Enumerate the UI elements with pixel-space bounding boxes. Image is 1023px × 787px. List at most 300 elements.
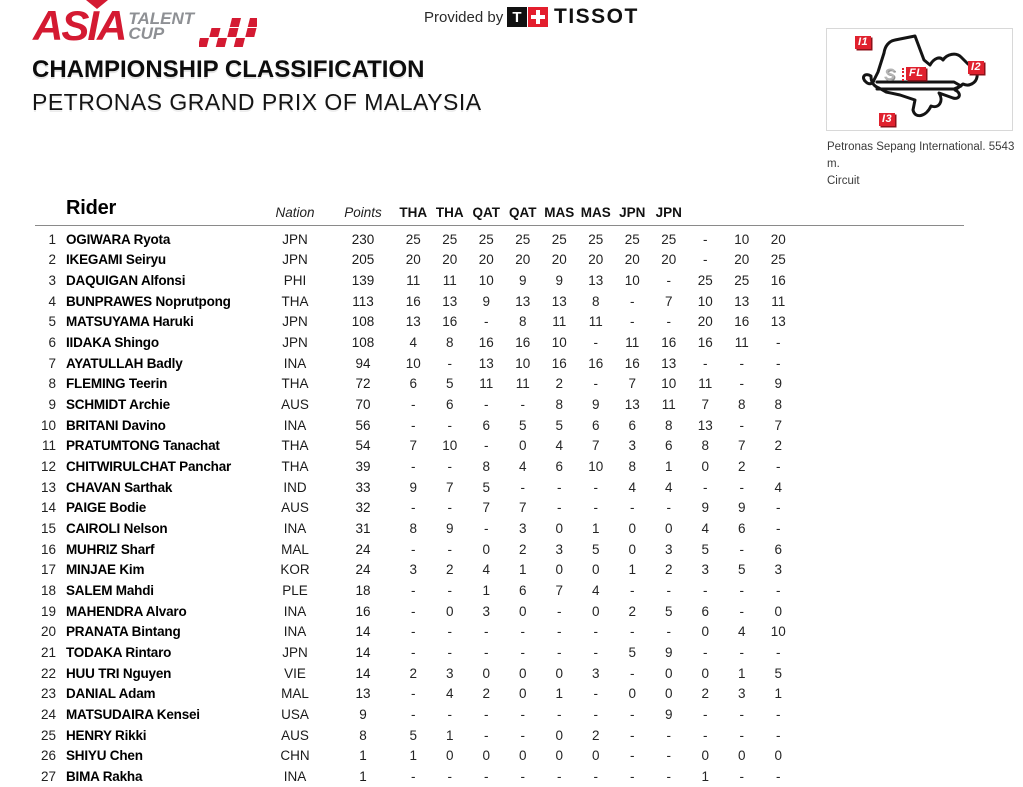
position-cell: 22: [40, 665, 56, 681]
race-score-cell-8: 8: [664, 417, 673, 433]
provided-by-label: Provided by: [424, 9, 504, 26]
position-cell: 13: [40, 479, 56, 495]
race-score-cell-2: -: [447, 417, 452, 433]
race-score-cell-8: 0: [664, 686, 673, 702]
race-score-cell-9: 7: [701, 397, 709, 413]
position-cell: 21: [40, 644, 56, 660]
header-race-5: MAS: [544, 205, 575, 220]
position-cell: 26: [40, 748, 56, 764]
race-score-cell-9: 0: [701, 748, 709, 764]
race-score-cell-8: 13: [661, 355, 677, 371]
race-score-cell-9: 20: [697, 314, 713, 330]
points-cell: 205: [351, 252, 375, 268]
nation-cell: KOR: [280, 562, 310, 578]
race-score-cell-1: -: [411, 644, 416, 660]
race-score-cell-6: 10: [588, 459, 604, 475]
race-score-cell-7: 5: [628, 644, 636, 660]
position-cell: 10: [40, 417, 56, 433]
race-score-cell-4: -: [520, 644, 525, 660]
start-line-marker: S: [884, 65, 896, 84]
points-cell: 139: [351, 273, 375, 289]
race-score-cell-1: 25: [405, 231, 421, 247]
race-score-cell-6: 13: [588, 273, 604, 289]
position-cell: 20: [40, 624, 56, 640]
race-score-cell-10: 5: [737, 562, 746, 578]
race-score-cell-8: 2: [664, 562, 673, 578]
table-row: [35, 291, 797, 312]
race-score-cell-10: -: [739, 355, 744, 371]
points-cell: 1: [359, 768, 367, 784]
position-cell: 15: [40, 521, 56, 537]
race-score-cell-7: -: [630, 293, 635, 309]
race-score-cell-11: 6: [774, 541, 782, 557]
rider-name-cell: SALEM Mahdi: [66, 582, 154, 598]
race-score-cell-3: 13: [478, 355, 494, 371]
race-score-cell-6: -: [593, 644, 598, 660]
rider-name-cell: CAIROLI Nelson: [66, 521, 168, 537]
header-nation: Nation: [275, 205, 315, 220]
race-score-cell-2: 16: [442, 314, 458, 330]
points-cell: 8: [359, 727, 367, 743]
race-score-cell-6: 0: [591, 748, 600, 764]
race-score-cell-10: 20: [734, 252, 750, 268]
classification-table: [35, 229, 797, 787]
race-score-cell-1: -: [411, 768, 416, 784]
race-score-cell-2: 8: [445, 335, 454, 351]
race-score-cell-9: 16: [697, 335, 713, 351]
race-score-cell-8: 1: [664, 459, 673, 475]
race-score-cell-3: 6: [482, 417, 490, 433]
race-score-cell-9: -: [703, 231, 708, 247]
nation-cell: THA: [281, 376, 309, 392]
race-score-cell-7: -: [630, 748, 635, 764]
race-score-cell-7: 0: [628, 686, 636, 702]
race-score-cell-2: -: [447, 459, 452, 475]
race-score-cell-3: 20: [478, 252, 494, 268]
race-score-cell-5: 13: [551, 293, 567, 309]
table-row: [35, 601, 797, 622]
race-score-cell-3: -: [484, 438, 489, 454]
race-score-cell-9: 2: [701, 686, 709, 702]
race-score-cell-1: 6: [409, 376, 417, 392]
race-score-cell-8: -: [666, 314, 671, 330]
race-score-cell-7: 8: [628, 459, 636, 475]
table-row: [35, 683, 797, 704]
race-score-cell-4: -: [520, 706, 525, 722]
race-score-cell-7: -: [630, 706, 635, 722]
race-score-cell-2: 5: [445, 376, 454, 392]
race-score-cell-6: 0: [591, 562, 600, 578]
rider-name-cell: SHIYU Chen: [66, 748, 143, 764]
points-cell: 70: [355, 397, 371, 413]
race-score-cell-5: 1: [555, 686, 563, 702]
race-score-cell-11: 3: [774, 562, 782, 578]
header-rider: Rider: [66, 197, 117, 219]
race-score-cell-5: -: [557, 479, 562, 495]
race-score-cell-5: 20: [551, 252, 567, 268]
race-score-cell-2: -: [447, 500, 452, 516]
nation-cell: JPN: [282, 335, 308, 351]
points-cell: 72: [355, 376, 371, 392]
race-score-cell-8: -: [666, 727, 671, 743]
event-subtitle: PETRONAS GRAND PRIX OF MALAYSIA: [32, 89, 482, 115]
points-cell: 39: [355, 459, 371, 475]
race-score-cell-1: 3: [409, 562, 417, 578]
race-score-cell-2: -: [447, 355, 452, 371]
race-score-cell-11: -: [776, 644, 781, 660]
rider-name-cell: PRATUMTONG Tanachat: [66, 438, 220, 454]
race-score-cell-5: -: [557, 706, 562, 722]
table-row: [35, 560, 797, 581]
race-score-cell-10: 7: [737, 438, 746, 454]
race-score-cell-7: 0: [628, 541, 636, 557]
race-score-cell-4: 10: [515, 355, 531, 371]
race-score-cell-7: 2: [628, 603, 636, 619]
race-score-cell-9: 9: [701, 500, 709, 516]
swiss-cross-icon: [528, 7, 548, 27]
table-row: [35, 456, 797, 477]
race-score-cell-10: -: [739, 541, 744, 557]
rider-name-cell: MATSUDAIRA Kensei: [66, 706, 200, 722]
race-score-cell-8: 20: [661, 252, 677, 268]
race-score-cell-8: 4: [664, 479, 673, 495]
header-race-3: QAT: [472, 205, 500, 220]
points-cell: 54: [355, 438, 371, 454]
header-race-8: JPN: [655, 205, 682, 220]
race-score-cell-4: -: [520, 727, 525, 743]
race-score-cell-6: -: [593, 768, 598, 784]
position-cell: 19: [40, 603, 56, 619]
rider-name-cell: FLEMING Teerin: [66, 376, 168, 392]
race-score-cell-5: 25: [551, 231, 567, 247]
race-score-cell-6: 11: [588, 314, 603, 330]
race-score-cell-10: 0: [737, 748, 746, 764]
table-row: [35, 580, 797, 601]
race-score-cell-2: 10: [442, 438, 458, 454]
points-cell: 56: [355, 417, 371, 433]
race-score-cell-3: -: [484, 521, 489, 537]
race-score-cell-3: 7: [482, 500, 490, 516]
race-score-cell-10: 6: [737, 521, 746, 537]
race-score-cell-8: 0: [664, 521, 673, 537]
race-score-cell-3: 16: [478, 335, 494, 351]
race-score-cell-1: -: [411, 624, 416, 640]
race-score-cell-5: -: [557, 603, 562, 619]
race-score-cell-7: 11: [625, 335, 640, 351]
rider-name-cell: IKEGAMI Seiryu: [66, 252, 166, 268]
race-score-cell-9: 0: [701, 459, 709, 475]
points-cell: 31: [355, 521, 371, 537]
race-score-cell-7: 13: [624, 397, 640, 413]
race-score-cell-6: -: [593, 706, 598, 722]
race-score-cell-4: -: [520, 624, 525, 640]
race-score-cell-8: -: [666, 582, 671, 598]
race-score-cell-9: 0: [701, 624, 709, 640]
position-cell: 25: [40, 727, 56, 743]
race-score-cell-10: -: [739, 417, 744, 433]
race-score-cell-6: 0: [591, 603, 600, 619]
race-score-cell-3: -: [484, 727, 489, 743]
race-score-cell-11: -: [776, 727, 781, 743]
table-row: [35, 270, 797, 291]
race-score-cell-10: 4: [737, 624, 746, 640]
header-race-2: THA: [435, 205, 464, 220]
race-score-cell-10: 2: [737, 459, 746, 475]
race-score-cell-6: -: [593, 335, 598, 351]
race-score-cell-8: 16: [661, 335, 677, 351]
position-cell: 17: [40, 562, 56, 578]
race-score-cell-11: 25: [770, 252, 786, 268]
race-score-cell-11: 13: [770, 314, 786, 330]
race-score-cell-6: -: [593, 479, 598, 495]
race-score-cell-11: 0: [774, 748, 782, 764]
race-score-cell-1: 8: [409, 521, 417, 537]
race-score-cell-7: 0: [628, 521, 636, 537]
race-score-cell-11: 0: [774, 603, 782, 619]
race-score-cell-1: 16: [405, 293, 421, 309]
race-score-cell-6: 7: [591, 438, 600, 454]
rider-name-cell: MUHRIZ Sharf: [66, 541, 155, 557]
race-score-cell-3: 8: [482, 459, 490, 475]
points-cell: 14: [355, 644, 371, 660]
race-score-cell-4: 0: [518, 438, 527, 454]
header-race-1: THA: [399, 205, 428, 220]
race-score-cell-4: 7: [518, 500, 527, 516]
race-score-cell-2: 2: [445, 562, 454, 578]
circuit-caption-line1: Petronas Sepang International. 5543 m.: [827, 141, 1015, 170]
race-score-cell-4: 11: [515, 376, 530, 392]
race-score-cell-3: 5: [482, 479, 490, 495]
race-score-cell-10: 8: [737, 397, 746, 413]
race-score-cell-7: -: [630, 500, 635, 516]
race-score-cell-2: -: [447, 644, 452, 660]
position-cell: 16: [40, 541, 56, 557]
race-score-cell-3: -: [484, 314, 489, 330]
race-score-cell-9: 25: [697, 273, 713, 289]
race-score-cell-11: 11: [771, 293, 786, 309]
race-score-cell-4: 6: [518, 582, 527, 598]
race-score-cell-4: 5: [518, 417, 527, 433]
race-score-cell-11: -: [776, 355, 781, 371]
race-score-cell-1: -: [411, 459, 416, 475]
race-score-cell-10: 11: [734, 335, 749, 351]
race-score-cell-7: 10: [624, 273, 640, 289]
race-score-cell-11: -: [776, 521, 781, 537]
points-cell: 9: [359, 706, 367, 722]
nation-cell: THA: [281, 293, 309, 309]
race-score-cell-3: 0: [482, 748, 490, 764]
rider-name-cell: SCHMIDT Archie: [66, 397, 170, 413]
race-score-cell-8: -: [666, 748, 671, 764]
nation-cell: INA: [283, 521, 307, 537]
race-score-cell-1: 10: [405, 355, 421, 371]
race-score-cell-5: 9: [555, 273, 563, 289]
race-score-cell-9: 3: [701, 562, 709, 578]
race-score-cell-4: 2: [518, 541, 527, 557]
race-score-cell-3: 0: [482, 665, 490, 681]
points-cell: 230: [351, 231, 375, 247]
rider-name-cell: MAHENDRA Alvaro: [66, 603, 187, 619]
race-score-cell-4: 0: [518, 603, 527, 619]
position-cell: 1: [48, 231, 56, 247]
position-cell: 24: [40, 706, 56, 722]
table-row: [35, 436, 797, 457]
race-score-cell-2: 9: [445, 521, 454, 537]
rider-name-cell: MINJAE Kim: [66, 562, 145, 578]
race-score-cell-3: -: [484, 624, 489, 640]
checkered-flag-icon: [199, 18, 257, 52]
race-score-cell-5: 7: [555, 582, 563, 598]
rider-name-cell: HUU TRI Nguyen: [66, 665, 172, 681]
race-score-cell-9: -: [703, 727, 708, 743]
race-score-cell-9: 5: [701, 541, 709, 557]
race-score-cell-10: 1: [737, 665, 746, 681]
table-row: [35, 621, 797, 642]
race-score-cell-5: 16: [551, 355, 567, 371]
race-score-cell-2: 25: [442, 231, 458, 247]
rider-name-cell: HENRY Rikki: [66, 727, 147, 743]
nation-cell: AUS: [281, 397, 309, 413]
race-score-cell-1: -: [411, 603, 416, 619]
race-score-cell-9: -: [703, 479, 708, 495]
rider-name-cell: PRANATA Bintang: [66, 624, 181, 640]
nation-cell: CHN: [280, 748, 310, 764]
race-score-cell-9: 1: [701, 768, 709, 784]
race-score-cell-2: -: [447, 541, 452, 557]
rider-name-cell: CHAVAN Sarthak: [66, 479, 173, 495]
race-score-cell-4: 8: [518, 314, 527, 330]
tissot-logo: [507, 5, 639, 29]
race-score-cell-1: -: [411, 706, 416, 722]
points-cell: 13: [355, 686, 371, 702]
table-row: [35, 704, 797, 725]
race-score-cell-5: 11: [552, 314, 567, 330]
race-score-cell-4: 13: [515, 293, 531, 309]
rider-name-cell: IIDAKA Shingo: [66, 335, 159, 351]
rider-name-cell: DAQUIGAN Alfonsi: [66, 273, 186, 289]
race-score-cell-5: 5: [555, 417, 563, 433]
race-score-cell-5: 2: [555, 376, 563, 392]
race-score-cell-6: 3: [591, 665, 600, 681]
nation-cell: USA: [281, 706, 309, 722]
race-score-cell-8: 9: [664, 644, 673, 660]
race-score-cell-8: 0: [664, 665, 673, 681]
race-score-cell-2: 4: [445, 686, 454, 702]
race-score-cell-3: 25: [478, 231, 494, 247]
position-cell: 14: [40, 500, 56, 516]
race-score-cell-2: -: [447, 706, 452, 722]
race-score-cell-7: 4: [628, 479, 636, 495]
points-cell: 18: [355, 582, 371, 598]
race-score-cell-5: -: [557, 768, 562, 784]
race-score-cell-1: 11: [406, 273, 421, 289]
table-row: [35, 477, 797, 498]
points-cell: 108: [351, 314, 375, 330]
position-cell: 2: [48, 252, 56, 268]
race-score-cell-2: -: [447, 768, 452, 784]
race-score-cell-2: -: [447, 582, 452, 598]
race-score-cell-6: 8: [591, 293, 600, 309]
race-score-cell-10: -: [739, 644, 744, 660]
rider-name-cell: TODAKA Rintaro: [66, 644, 172, 660]
table-row: [35, 539, 797, 560]
race-score-cell-7: -: [630, 768, 635, 784]
race-score-cell-6: 5: [591, 541, 600, 557]
race-score-cell-10: 13: [734, 293, 750, 309]
race-score-cell-10: 9: [737, 500, 746, 516]
race-score-cell-5: 8: [555, 397, 563, 413]
rider-name-cell: BUNPRAWES Noprutpong: [66, 293, 231, 309]
race-score-cell-8: -: [666, 768, 671, 784]
position-cell: 8: [48, 376, 56, 392]
race-score-cell-4: 0: [518, 665, 527, 681]
nation-cell: MAL: [281, 541, 309, 557]
race-score-cell-7: -: [630, 582, 635, 598]
race-score-cell-6: 20: [588, 252, 604, 268]
nation-cell: INA: [283, 603, 307, 619]
race-score-cell-11: 5: [774, 665, 782, 681]
race-score-cell-3: 2: [482, 686, 490, 702]
race-score-cell-9: -: [703, 252, 708, 268]
race-score-cell-6: -: [593, 376, 598, 392]
race-score-cell-6: 1: [591, 521, 600, 537]
race-score-cell-3: 4: [482, 562, 490, 578]
position-cell: 4: [48, 293, 56, 309]
position-cell: 23: [40, 686, 56, 702]
race-score-cell-5: 10: [551, 335, 567, 351]
table-row: [35, 312, 797, 333]
race-score-cell-6: 2: [591, 727, 600, 743]
race-score-cell-11: 16: [770, 273, 786, 289]
position-cell: 3: [48, 273, 56, 289]
header-divider: [35, 225, 964, 226]
circuit-caption-line2: Circuit: [827, 175, 860, 187]
race-score-cell-1: 9: [409, 479, 417, 495]
nation-cell: VIE: [284, 665, 306, 681]
header-race-4: QAT: [509, 205, 537, 220]
race-score-cell-7: -: [630, 727, 635, 743]
race-score-cell-11: 7: [774, 417, 782, 433]
race-score-cell-7: 1: [628, 562, 636, 578]
nation-cell: AUS: [281, 727, 309, 743]
nation-cell: THA: [281, 459, 309, 475]
race-score-cell-5: 0: [555, 521, 563, 537]
position-cell: 7: [48, 355, 56, 371]
nation-cell: IND: [283, 479, 307, 495]
race-score-cell-5: 0: [555, 562, 563, 578]
race-score-cell-10: -: [739, 582, 744, 598]
race-score-cell-7: -: [630, 665, 635, 681]
race-score-cell-9: 0: [701, 665, 709, 681]
race-score-cell-2: 1: [445, 727, 454, 743]
race-score-cell-4: 25: [515, 231, 531, 247]
race-score-cell-7: 7: [628, 376, 636, 392]
nation-cell: INA: [283, 768, 307, 784]
nation-cell: PHI: [283, 273, 307, 289]
race-score-cell-6: -: [593, 686, 598, 702]
position-cell: 9: [48, 397, 56, 413]
race-score-cell-1: 7: [409, 438, 417, 454]
race-score-cell-9: 11: [698, 376, 713, 392]
table-row: [35, 642, 797, 663]
race-score-cell-7: 3: [628, 438, 636, 454]
race-score-cell-9: -: [703, 582, 708, 598]
points-cell: 94: [355, 355, 371, 371]
race-score-cell-10: 16: [734, 314, 750, 330]
points-cell: 16: [355, 603, 371, 619]
position-cell: 6: [48, 335, 56, 351]
race-score-cell-10: 3: [737, 686, 746, 702]
